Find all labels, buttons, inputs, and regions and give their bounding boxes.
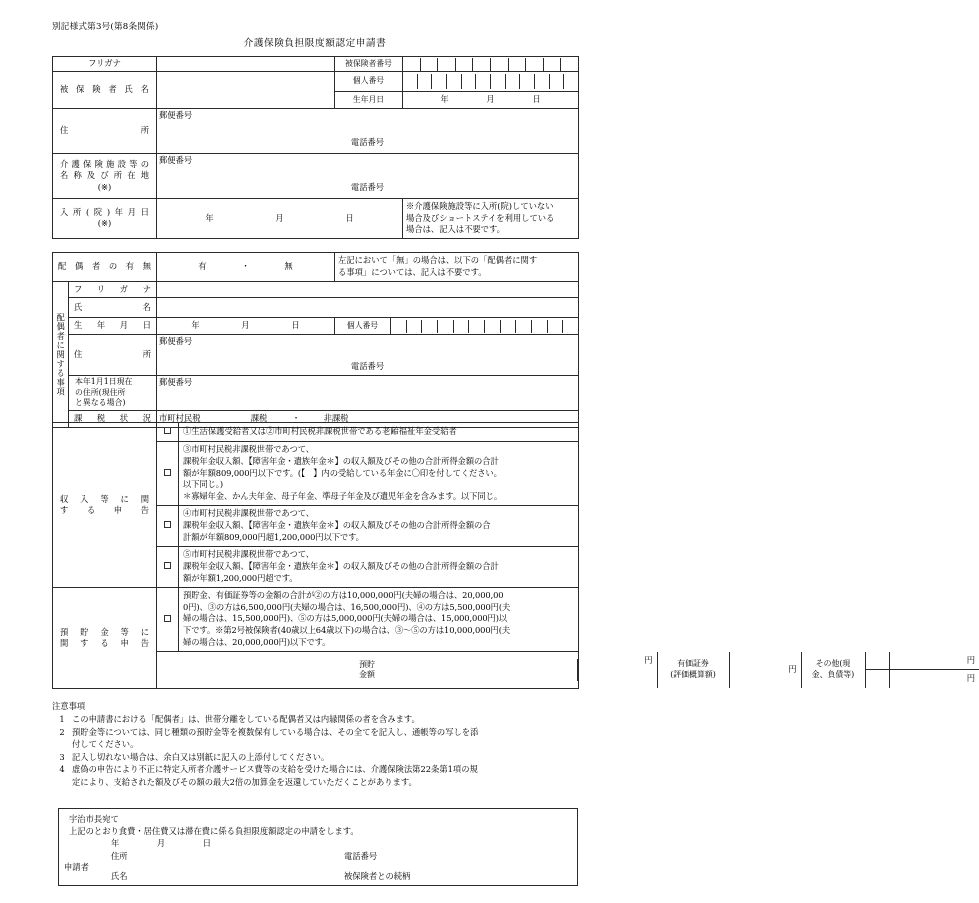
option-separator: ・: [241, 261, 250, 272]
income-item-4: ⑤市町村民税非課税世帯であつて、 課税年金収入額、【障害年金・遺族年金＊】の収入額及びその他の合計所得金額の合計 額が年額1,200,000円超です。: [179, 546, 579, 587]
note-text: 預貯金等については、同じ種類の預貯金等を複数保有している場合は、その全てを記入し、通帳等の写しを添 付してください。: [72, 726, 479, 750]
spouse-note: 左記において「無」の場合は、以下の「配偶者に関す る事項」については、記入は不要です。: [335, 253, 579, 282]
phone-label: 電話番号: [350, 361, 385, 372]
note-item: [52, 763, 582, 788]
table-row: [53, 253, 579, 282]
insured-person-table: [52, 56, 579, 239]
note-text: 虚偽の申告により不正に特定入所者介護サービス費等の支給を受けた場合には、介護保険法第22条第1項の規 定により、支給された額及びその額の最大2倍の加算金を返還していただくことがあります。: [72, 764, 478, 787]
spouse-tax-status-label: 課税状況: [69, 411, 157, 428]
furigana-input[interactable]: [157, 57, 335, 72]
spouse-jan1-address-input[interactable]: [157, 376, 579, 411]
notes-section: [52, 700, 582, 788]
form-number: 別記様式第3号(第8条関係): [52, 22, 159, 32]
municipal-tax-label: 市町村民税: [159, 413, 201, 424]
address-label: 住所: [53, 109, 157, 154]
table-row: [53, 57, 579, 72]
year-label: 年: [440, 94, 449, 105]
checkbox-icon[interactable]: [164, 562, 171, 569]
year-label: 年: [205, 212, 214, 223]
other-assets-amount-1[interactable]: 円: [889, 652, 979, 670]
note-number: 2: [59, 726, 65, 737]
day-label: 日: [345, 212, 354, 223]
postal-label: 郵便番号: [159, 336, 193, 346]
table-row: [53, 298, 579, 318]
taxed-option[interactable]: 課税: [250, 413, 268, 424]
insured-number-label: 被保険者番号: [335, 57, 403, 72]
savings-section-label: 預貯金等に 関する申告: [53, 587, 157, 688]
applicant-box: [58, 808, 578, 886]
personal-number-label: 個人番号: [335, 72, 403, 92]
option-separator: ・: [291, 413, 301, 424]
income-item-2: ③市町村民税非課税世帯であつて、 課税年金収入額、【障害年金・遺族年金＊】の収入額及びその他の合計所得金額の合計 額が年額809,000円以下です。(【 】内の受給している年金に〇印を付してください。 以下同じ。) ＊寡婦年金、かん夫年金、母子年金、準母子年金及び遺児年金を含みます。以下同じ。: [179, 442, 579, 506]
declaration-table: [52, 422, 975, 689]
spouse-personal-number-label: 個人番号: [335, 318, 391, 335]
furigana-label: フリガナ: [53, 57, 157, 72]
income-checkbox-3[interactable]: [157, 505, 179, 546]
applicant-address-label: 住所: [111, 851, 128, 861]
other-assets-label: その他(現 金、負債等): [801, 652, 865, 688]
income-item-3: ④市町村民税非課税世帯であつて、 課税年金収入額、【障害年金・遺族年金＊】の収入額及びその他の合計所得金額の合 計額が年額809,000円超1,200,000円以下です。: [179, 505, 579, 546]
checkbox-icon[interactable]: [164, 469, 171, 476]
addressee: 宇治市長宛て: [69, 814, 119, 824]
spouse-address-label: 住所: [69, 335, 157, 376]
day-label: 日: [532, 94, 541, 105]
application-date-input[interactable]: 年 月 日: [111, 838, 219, 848]
table-row: [53, 423, 579, 442]
spouse-jan1-address-label: 本年1月1日現在 の住所(現住所 と異なる場合): [69, 376, 157, 411]
admission-date-label: 入所(院)年月日 (※): [53, 199, 157, 239]
postal-label: 郵便番号: [159, 377, 193, 387]
address-input[interactable]: [157, 109, 579, 154]
savings-amount-input-2[interactable]: [579, 670, 657, 688]
spouse-furigana-input[interactable]: [157, 282, 579, 298]
other-assets-kind-1[interactable]: [865, 652, 889, 670]
savings-amount-label: 預貯 金額: [157, 659, 578, 681]
income-item-1: ①生活保護受給者又は②市町村民税非課税世帯である老齢福祉年金受給者: [179, 423, 579, 442]
applicant-name-label: 氏名: [111, 871, 128, 881]
insured-name-input[interactable]: [157, 72, 335, 109]
has-spouse-label: 配偶者の有無: [53, 253, 157, 282]
spouse-name-label: 氏名: [69, 298, 157, 318]
note-text: この申請書における「配偶者」は、世帯分離をしている配偶者又は内縁関係の者を含みます。: [72, 714, 420, 725]
note-number: 4: [59, 764, 65, 775]
postal-label: 郵便番号: [159, 110, 193, 120]
note-text: 記入し切れない場合は、余白又は別紙に記入の上添付してください。: [72, 751, 330, 762]
insured-name-label: 被保険者氏名: [53, 72, 157, 109]
table-row: [53, 154, 579, 199]
income-section-label: 収入等に関 する申告: [53, 423, 157, 588]
checkbox-icon[interactable]: [164, 427, 171, 434]
note-item: [52, 751, 582, 763]
other-assets-amount-2[interactable]: 円: [966, 673, 975, 684]
admission-date-input[interactable]: [157, 199, 403, 239]
year-label: 年: [191, 320, 200, 331]
table-row: [53, 318, 579, 335]
applicant-relation-label: 被保険者との続柄: [344, 871, 411, 881]
income-checkbox-1[interactable]: [157, 423, 179, 442]
table-row: [53, 199, 579, 239]
spouse-personal-number-cells[interactable]: [391, 318, 579, 335]
application-statement: 上記のとおり食費・居住費又は滞在費に係る負担限度額認定の申請をします。: [69, 826, 359, 836]
applicant-phone-label: 電話番号: [344, 851, 378, 861]
note-number: 1: [59, 714, 65, 725]
note-item: [52, 713, 582, 725]
spouse-table: [52, 252, 579, 428]
income-checkbox-4[interactable]: [157, 546, 179, 587]
facility-input[interactable]: [157, 154, 579, 199]
checkbox-icon[interactable]: [164, 615, 171, 622]
savings-checkbox[interactable]: [157, 587, 179, 651]
admission-note: ※介護保険施設等に入所(院)していない 場合及びショートステイを利用している 場合は、記入は不要です。: [403, 199, 579, 239]
phone-label: 電話番号: [350, 182, 385, 193]
spouse-birthdate-label: 生年月日: [69, 318, 157, 335]
spouse-birthdate-input[interactable]: [157, 318, 335, 335]
month-label: 月: [275, 212, 284, 223]
checkbox-icon[interactable]: [164, 521, 171, 528]
table-row: [53, 376, 579, 411]
spouse-name-input[interactable]: [157, 298, 579, 318]
phone-label: 電話番号: [350, 137, 385, 148]
securities-label: 有価証券 (評価概算額): [657, 652, 729, 688]
table-row: [53, 282, 579, 298]
table-row: [53, 72, 579, 92]
savings-amount-subtable-left: [157, 659, 578, 681]
table-row: [53, 109, 579, 154]
applicant-label: 申請者: [64, 862, 89, 872]
spouse-address-input[interactable]: [157, 335, 579, 376]
spouse-yes-option[interactable]: 有: [198, 261, 207, 272]
birthdate-input[interactable]: [403, 91, 579, 108]
untaxed-option[interactable]: 非課税: [323, 413, 349, 424]
spouse-no-option[interactable]: 無: [284, 261, 293, 272]
note-number: 3: [59, 751, 65, 762]
facility-label: 介護保険施設等の 名称及び所在地 (※): [53, 154, 157, 199]
month-label: 月: [241, 320, 250, 331]
birthdate-label: 生年月日: [335, 91, 403, 108]
spouse-section-side-label: 配偶者に関する事項: [53, 282, 69, 428]
month-label: 月: [486, 94, 495, 105]
savings-statement: 預貯金、有価証券等の金額の合計が②の方は10,000,000円(夫婦の場合は、20,000,00 0円)、③の方は6,500,000円(夫婦の場合は、16,500,000円)、④の方は5,500,000円(夫 婦の場合は、15,500,000円)、⑤の方は5,000,000円(夫婦の場合は、15,000,000円)以 下です。※第2号被保険者(40歳以上64歳以下)の場合は、③～⑤の方は10,000,000円(夫 婦の場合は、20,000,000円)以下です。: [179, 587, 579, 651]
spouse-furigana-label: フリガナ: [69, 282, 157, 298]
insured-number-cells[interactable]: [403, 57, 579, 72]
page-title: 介護保険負担限度額認定申請書: [243, 38, 387, 49]
has-spouse-choice[interactable]: [157, 253, 335, 282]
day-label: 日: [291, 320, 300, 331]
table-row: [53, 587, 579, 651]
savings-amount-input[interactable]: 円: [579, 652, 657, 670]
income-checkbox-2[interactable]: [157, 442, 179, 506]
postal-label: 郵便番号: [159, 155, 193, 165]
savings-amount-subtable: [579, 652, 979, 688]
table-row: [53, 335, 579, 376]
personal-number-cells[interactable]: [403, 72, 579, 92]
securities-amount-input[interactable]: 円: [729, 652, 801, 688]
note-item: [52, 726, 582, 751]
notes-title: 注意事項: [52, 701, 86, 711]
other-assets-kind-2[interactable]: [865, 670, 889, 688]
